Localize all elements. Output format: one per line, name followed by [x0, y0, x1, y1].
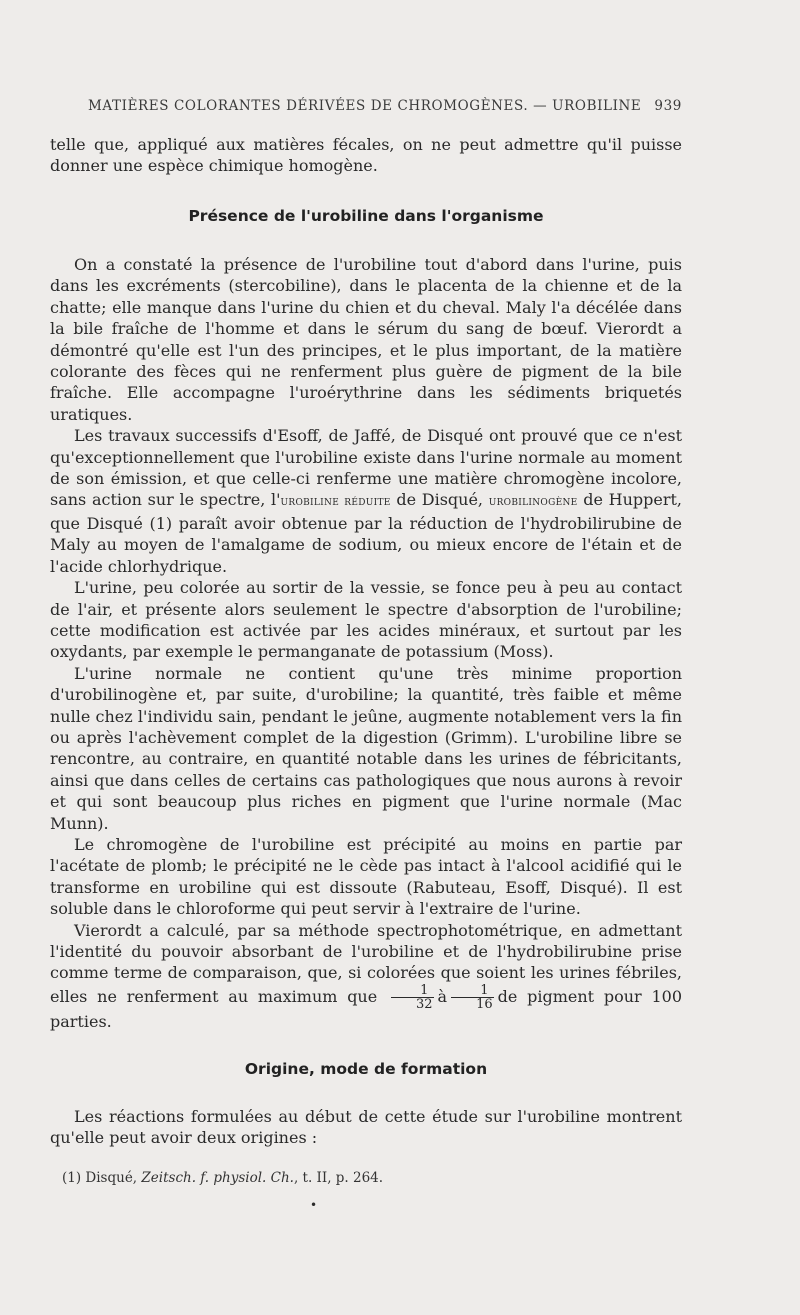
section-presence-body: [50, 254, 682, 1032]
paragraph-2-part-b: de Disqué,: [390, 490, 489, 510]
running-title: MATIÈRES COLORANTES DÉRIVÉES DE CHROMOGÈNES. — UROBILINE: [88, 98, 642, 114]
footnote-part-a: (1) Disqué,: [62, 1170, 142, 1186]
running-header: [88, 98, 682, 114]
intro-text: telle que, appliqué aux matières fécales, on ne peut admettre qu'il puisse donner une espèce chimique homogène.: [50, 135, 682, 176]
section-heading-origine: Origine, mode de formation: [244, 1060, 488, 1078]
fraction-1-numerator: 1: [391, 984, 434, 998]
fraction-one-sixteenth: [451, 984, 494, 1011]
section-origine-body: [50, 1106, 682, 1149]
paragraph-2: [50, 425, 682, 577]
footnote-journal: Zeitsch. f. physiol. Ch.: [141, 1170, 294, 1186]
paragraph-6: [50, 920, 682, 1033]
paragraph-2-part-a: Les travaux successifs d'Esoff, de Jaffé, de Disqué ont prouvé que ce n'est qu'exceptionnellement que l'urobiline existe dans l'urine normale au moment de son émission, et que celle-ci renferme une matière chromogène incolore, sans action sur le spectre, l': [50, 426, 682, 510]
section-heading-presence: Présence de l'urobiline dans l'organisme: [188, 207, 544, 225]
fraction-one-thirty-second: [391, 984, 434, 1011]
page-number: 939: [654, 98, 682, 114]
footnote: [62, 1170, 383, 1186]
paragraph-6-part-b: à: [437, 986, 448, 1006]
paragraph-origine-1: Les réactions formulées au début de cette étude sur l'urobiline montrent qu'elle peut avoir deux origines :: [50, 1107, 682, 1148]
term-urobilinogene: urobilinogène: [488, 493, 578, 510]
term-urobiline-reduite: urobiline réduite: [280, 493, 391, 510]
paragraph-6-part-a: Vierordt a calculé, par sa méthode spectrophotométrique, en admettant l'identité du pouvoir absorbant de l'urobiline et de l'hydrobilirubine prise comme terme de comparaison, que, si colorées que soient les urines fébriles, elles ne renferment au maximum que: [50, 920, 682, 1006]
intro-paragraph: [50, 134, 682, 177]
paragraph-6-part-c: de pigment pour 100 parties.: [50, 986, 683, 1031]
paragraph-5: Le chromogène de l'urobiline est précipité au moins en partie par l'acétate de plomb; le précipité ne le cède pas intact à l'alcool acidifié qui le transforme en urobiline qui est dissoute (Rabuteau, Esoff, Disqué). Il est soluble dans le chloroforme qui peut servir à l'extraire de l'urine.: [50, 834, 682, 919]
paragraph-4: L'urine normale ne contient qu'une très minime proportion d'urobilinogène et, par suite, d'urobiline; la quantité, très faible et même nulle chez l'individu sain, pendant le jeûne, augmente notablement vers la fin ou après l'achèvement complet de la digestion (Grimm). L'urobiline libre se rencontre, au contraire, en quantité notable dans les urines de fébricitants, ainsi que dans celles de certains cas pathologiques que nous aurons à revoir et qui sont beaucoup plus riches en pigment que l'urine normale (Mac Munn).: [50, 663, 682, 833]
paragraph-2-part-c: de Huppert, que Disqué (1) paraît avoir obtenue par la réduction de l'hydrobilirubine de Maly au moyen de l'amalgame de sodium, ou mieux encore de l'étain et de l'acide chlorhydrique.: [50, 490, 682, 576]
fraction-2-denominator: 16: [476, 996, 493, 1012]
paragraph-1: On a constaté la présence de l'urobiline tout d'abord dans l'urine, puis dans les excréments (stercobiline), dans le placenta de la chienne et de la chatte; elle manque dans l'urine du chien et du cheval. Maly l'a décélée dans la bile fraîche de l'homme et dans le sérum du sang de bœuf. Vierordt a démontré qu'elle est l'un des principes, et le plus important, de la matière colorante des fèces qui ne renferment plus guère de pigment de la bile fraîche. Elle accompagne l'uroérythrine dans les sédiments briquetés uratiques.: [50, 255, 682, 424]
fraction-1-denominator: 32: [416, 996, 433, 1012]
fraction-2-numerator: 1: [451, 984, 494, 998]
footnote-part-b: , t. II, p. 264.: [293, 1170, 384, 1186]
paragraph-3: L'urine, peu colorée au sortir de la vessie, se fonce peu à peu au contact de l'air, et présente alors seulement le spectre d'absorption de l'urobiline; cette modification est activée par les acides minéraux, et surtout par les oxydants, par exemple le permanganate de potassium (Moss).: [50, 578, 682, 662]
bullet-mark: •: [310, 1198, 318, 1212]
